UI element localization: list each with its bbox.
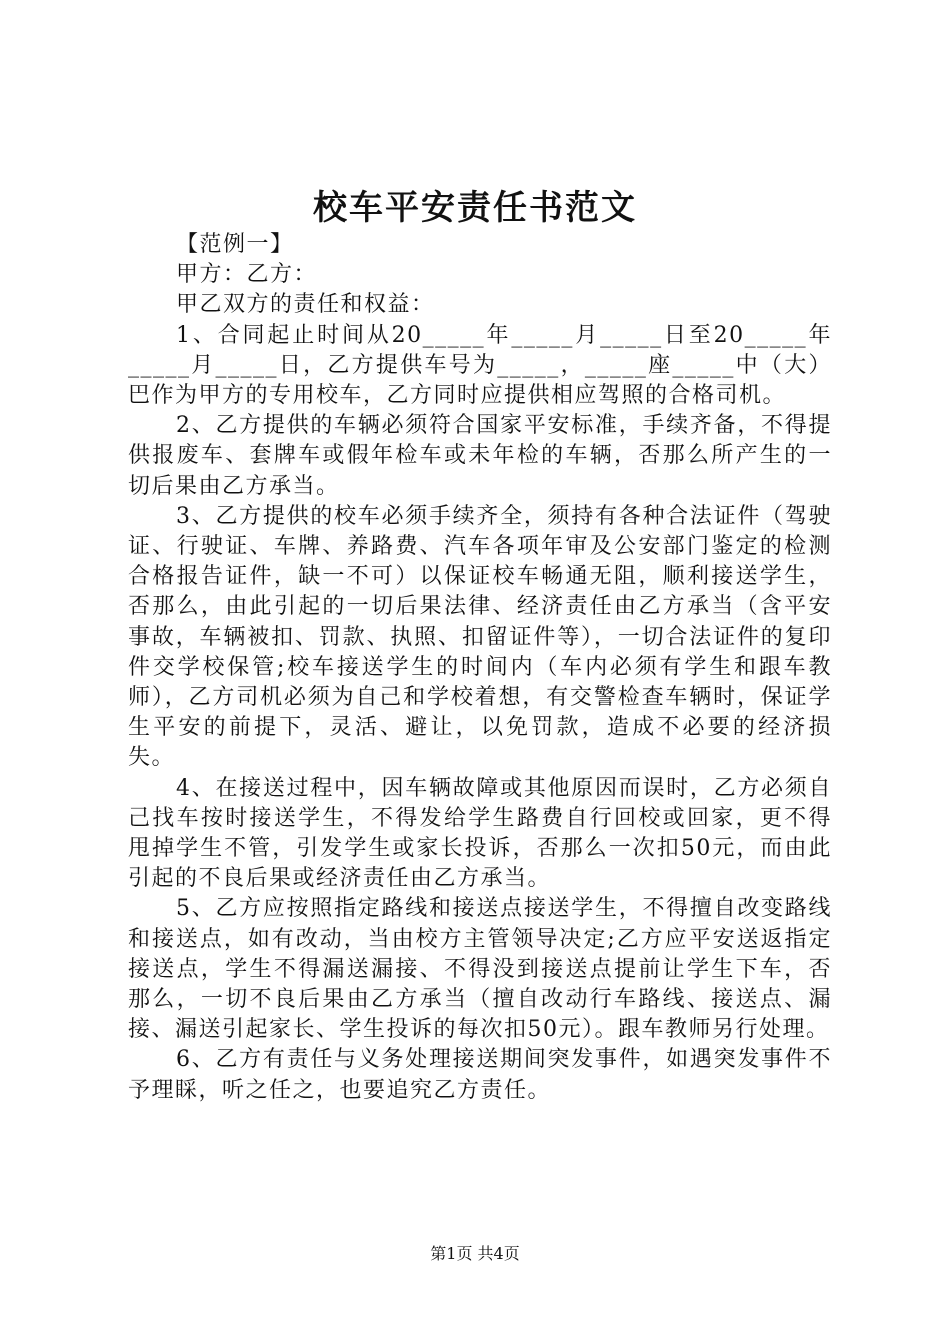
clause-4: 4、在接送过程中，因车辆故障或其他原因而误时，乙方必须自己找车按时接送学生，不得发给学生路费自行回校或回家，更不得甩掉学生不管，引发学生或家长投诉，否那么一次扣50元，而由此引起的不良后果或经济责任由乙方承当。: [128, 775, 832, 892]
clause-3: 3、乙方提供的校车必须手续齐全，须持有各种合法证件（驾驶证、行驶证、车牌、养路费、汽车各项年审及公安部门鉴定的检测合格报告证件，缺一不可）以保证校车畅通无阻，顺利接送学生，否那么，由此引起的一切后果法律、经济责任由乙方承当（含平安事故，车辆被扣、罚款、执照、扣留证件等），一切合法证件的复印件交学校保管;校车接送学生的时间内（车内必须有学生和跟车教师），乙方司机必须为自己和学校着想，有交警检查车辆时，保证学生平安的前提下，灵活、避让，以免罚款，造成不必要的经济损失。: [128, 503, 832, 771]
clause-5: 5、乙方应按照指定路线和接送点接送学生，不得擅自改变路线和接送点，如有改动，当由校方主管领导决定;乙方应平安送返指定接送点，学生不得漏送漏接、不得没到接送点提前让学生下车，否那么，一切不良后果由乙方承当（擅自改动行车路线、接送点、漏接、漏送引起家长、学生投诉的每次扣50元）。跟车教师另行处理。: [128, 896, 832, 1043]
document-body: [128, 230, 832, 1106]
parties-line: 甲方：乙方：: [176, 262, 318, 288]
clause-1: 1、合同起止时间从20_____年_____月_____日至20_____年_____月_____日，乙方提供车号为_____，_____座_____中（大）巴作为甲方的专用校车，乙方同时应提供相应驾照的合格司机。: [128, 322, 832, 409]
clause-6: 6、乙方有责任与义务处理接送期间突发事件，如遇突发事件不予理睬，听之任之，也要追究乙方责任。: [128, 1047, 832, 1103]
document-title: 校车平安责任书范文: [313, 188, 637, 228]
page-number: 第1页 共4页: [430, 1244, 520, 1263]
section-label: 【范例一】: [176, 232, 294, 257]
rights-heading: 甲乙双方的责任和权益：: [176, 292, 435, 318]
clause-2: 2、乙方提供的车辆必须符合国家平安标准，手续齐备，不得提供报废车、套牌车或假年检车或未年检的车辆，否那么所产生的一切后果由乙方承当。: [128, 413, 832, 499]
